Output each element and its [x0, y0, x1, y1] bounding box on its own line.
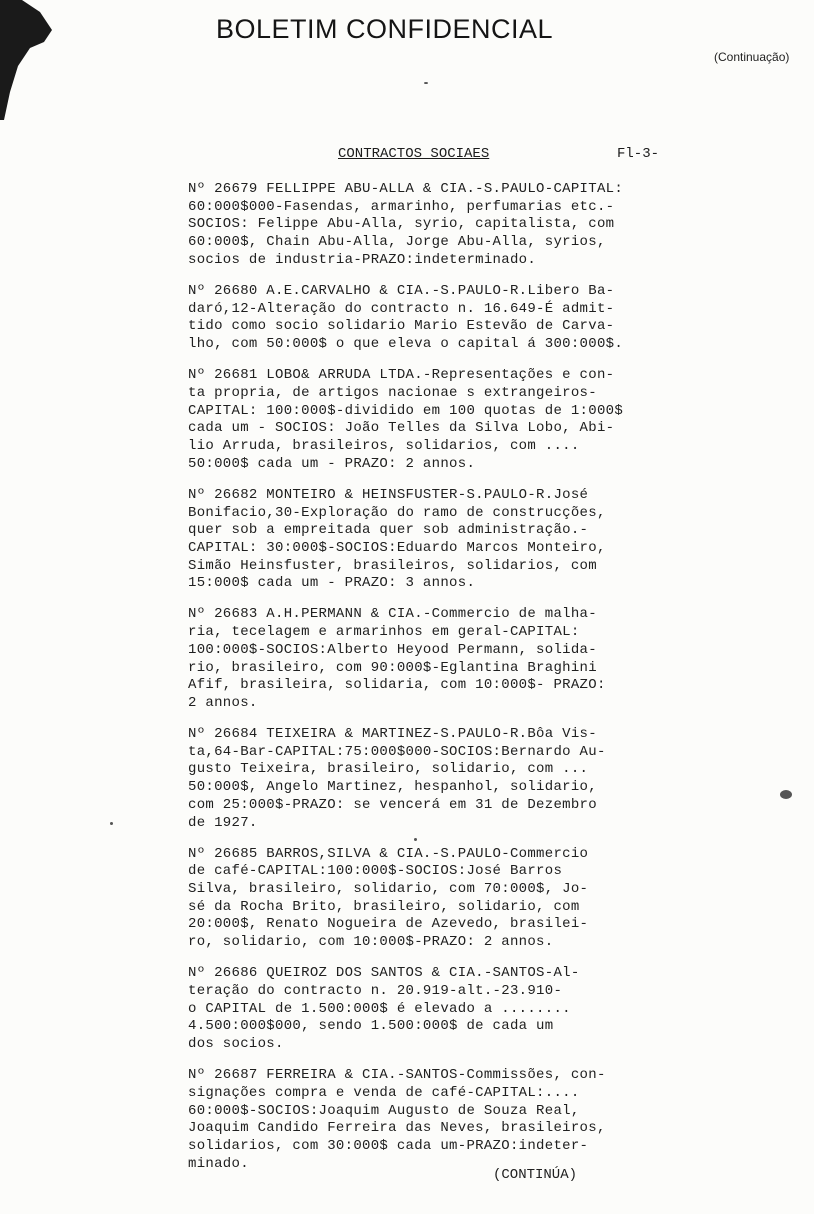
entry-line: CAPITAL: 100:000$-dividido em 100 quotas de 1:000$: [188, 402, 624, 419]
ink-spot: [780, 790, 792, 799]
entry-line: de 1927.: [188, 814, 258, 831]
entry-line: socios de industria-PRAZO:indeterminado.: [188, 251, 537, 268]
entry-line: Nº 26687 FERREIRA & CIA.-SANTOS-Commissões, con-: [188, 1067, 606, 1084]
contract-entry-26687: [188, 1067, 708, 1173]
binding-mark-shape: [0, 0, 60, 120]
contract-entry-26684: [188, 726, 708, 832]
document-title: BOLETIM CONFIDENCIAL: [216, 14, 554, 44]
ink-spot: [424, 82, 428, 84]
entry-line: 100:000$-SOCIOS:Alberto Heyood Permann, solida-: [188, 641, 597, 658]
entry-line: Nº 26681 LOBO& ARRUDA LTDA.-Representações e con-: [188, 367, 615, 384]
entry-line: CAPITAL: 30:000$-SOCIOS:Eduardo Marcos Monteiro,: [188, 539, 606, 556]
entry-line: com 25:000$-PRAZO: se vencerá em 31 de Dezembro: [188, 796, 597, 813]
entry-line: 2 annos.: [188, 694, 258, 711]
entry-line: Nº 26683 A.H.PERMANN & CIA.-Commercio de malha-: [188, 606, 597, 623]
entry-line: Simão Heinsfuster, brasileiros, solidarios, com: [188, 557, 597, 574]
continua-label: (CONTINÚA): [493, 1167, 578, 1183]
entry-line: dos socios.: [188, 1036, 284, 1053]
entry-line: 20:000$, Renato Nogueira de Azevedo, brasilei-: [188, 916, 589, 933]
entry-line: tido como socio solidario Mario Estevão de Carva-: [188, 318, 615, 335]
entry-line: teração do contracto n. 20.919-alt.-23.910-: [188, 983, 563, 999]
entry-line: cada um - SOCIOS: João Telles da Silva Lobo, Abi-: [188, 420, 615, 437]
ink-spot: [414, 838, 417, 841]
entry-line: signações compra e venda de café-CAPITAL:....: [188, 1084, 580, 1101]
entry-line: 50:000$, Angelo Martinez, hespanhol, solidario,: [188, 779, 597, 796]
entry-line: solidarios, com 30:000$ cada um-PRAZO:indeter-: [188, 1138, 589, 1154]
entry-line: 4.500:000$000, sendo 1.500:000$ de cada um: [188, 1018, 554, 1035]
entry-line: daró,12-Alteração do contracto n. 16.649-É admit-: [188, 300, 615, 317]
entry-line: Nº 26685 BARROS,SILVA & CIA.-S.PAULO-Commercio: [188, 845, 589, 862]
entry-line: ta,64-Bar-CAPITAL:75:000$000-SOCIOS:Bernardo Au-: [188, 743, 606, 760]
contract-entry-26686: [188, 965, 708, 1053]
continuation-label: (Continuação): [714, 50, 790, 64]
contract-entry-26685: [188, 846, 708, 952]
entry-line: Silva, brasileiro, solidario, com 70:000$, Jo-: [188, 881, 589, 898]
entry-line: SOCIOS: Felippe Abu-Alla, syrio, capitalista, com: [188, 216, 615, 233]
contract-entry-26680: [188, 283, 708, 354]
entry-line: Nº 26684 TEIXEIRA & MARTINEZ-S.PAULO-R.Bôa Vis-: [188, 726, 597, 743]
entry-line: 60:000$-SOCIOS:Joaquim Augusto de Souza Real,: [188, 1102, 580, 1119]
entry-line: sé da Rocha Brito, brasileiro, solidario, com: [188, 898, 580, 915]
entry-line: 60:000$000-Fasendas, armarinho, perfumarias etc.-: [188, 198, 615, 215]
entry-line: ta propria, de artigos nacionae s extrangeiros-: [188, 384, 597, 401]
entry-line: ro, solidario, com 10:000$-PRAZO: 2 annos.: [188, 934, 554, 951]
contract-entries: [188, 181, 708, 1187]
contract-entry-26681: [188, 367, 708, 473]
entry-line: Afif, brasileira, solidaria, com 10:000$- PRAZO:: [188, 677, 606, 694]
entry-line: Bonifacio,30-Exploração do ramo de construcções,: [188, 504, 606, 521]
entry-line: o CAPITAL de 1.500:000$ é elevado a ........: [188, 1000, 571, 1017]
entry-line: rio, brasileiro, com 90:000$-Eglantina Braghini: [188, 659, 597, 676]
entry-line: minado.: [188, 1155, 249, 1172]
sheet-number: Fl-3-: [617, 146, 660, 162]
entry-line: 60:000$, Chain Abu-Alla, Jorge Abu-Alla, syrios,: [188, 234, 606, 251]
entry-line: Nº 26679 FELLIPPE ABU-ALLA & CIA.-S.PAULO-CAPITAL:: [188, 181, 624, 197]
entry-line: 50:000$ cada um - PRAZO: 2 annos.: [188, 455, 476, 472]
entry-line: ria, tecelagem e armarinhos em geral-CAPITAL:: [188, 624, 580, 641]
contract-entry-26679: [188, 181, 708, 269]
entry-line: Nº 26686 QUEIROZ DOS SANTOS & CIA.-SANTOS-Al-: [188, 965, 580, 982]
entry-line: Nº 26680 A.E.CARVALHO & CIA.-S.PAULO-R.Libero Ba-: [188, 282, 615, 299]
entry-line: gusto Teixeira, brasileiro, solidario, com ...: [188, 761, 589, 778]
entry-line: 15:000$ cada um - PRAZO: 3 annos.: [188, 575, 476, 592]
entry-line: Nº 26682 MONTEIRO & HEINSFUSTER-S.PAULO-R.José: [188, 486, 589, 503]
entry-line: de café-CAPITAL:100:000$-SOCIOS:José Barros: [188, 863, 563, 880]
entry-line: lio Arruda, brasileiros, solidarios, com ....: [188, 437, 580, 454]
contract-entry-26682: [188, 487, 708, 593]
entry-line: quer sob a empreitada quer sob administração.-: [188, 522, 589, 539]
entry-line: Joaquim Candido Ferreira das Neves, brasileiros,: [188, 1120, 606, 1137]
ink-spot: [110, 822, 113, 825]
section-title: CONTRACTOS SOCIAES: [338, 146, 490, 162]
contract-entry-26683: [188, 606, 708, 712]
entry-line: lho, com 50:000$ o que eleva o capital á 300:000$.: [188, 336, 624, 352]
